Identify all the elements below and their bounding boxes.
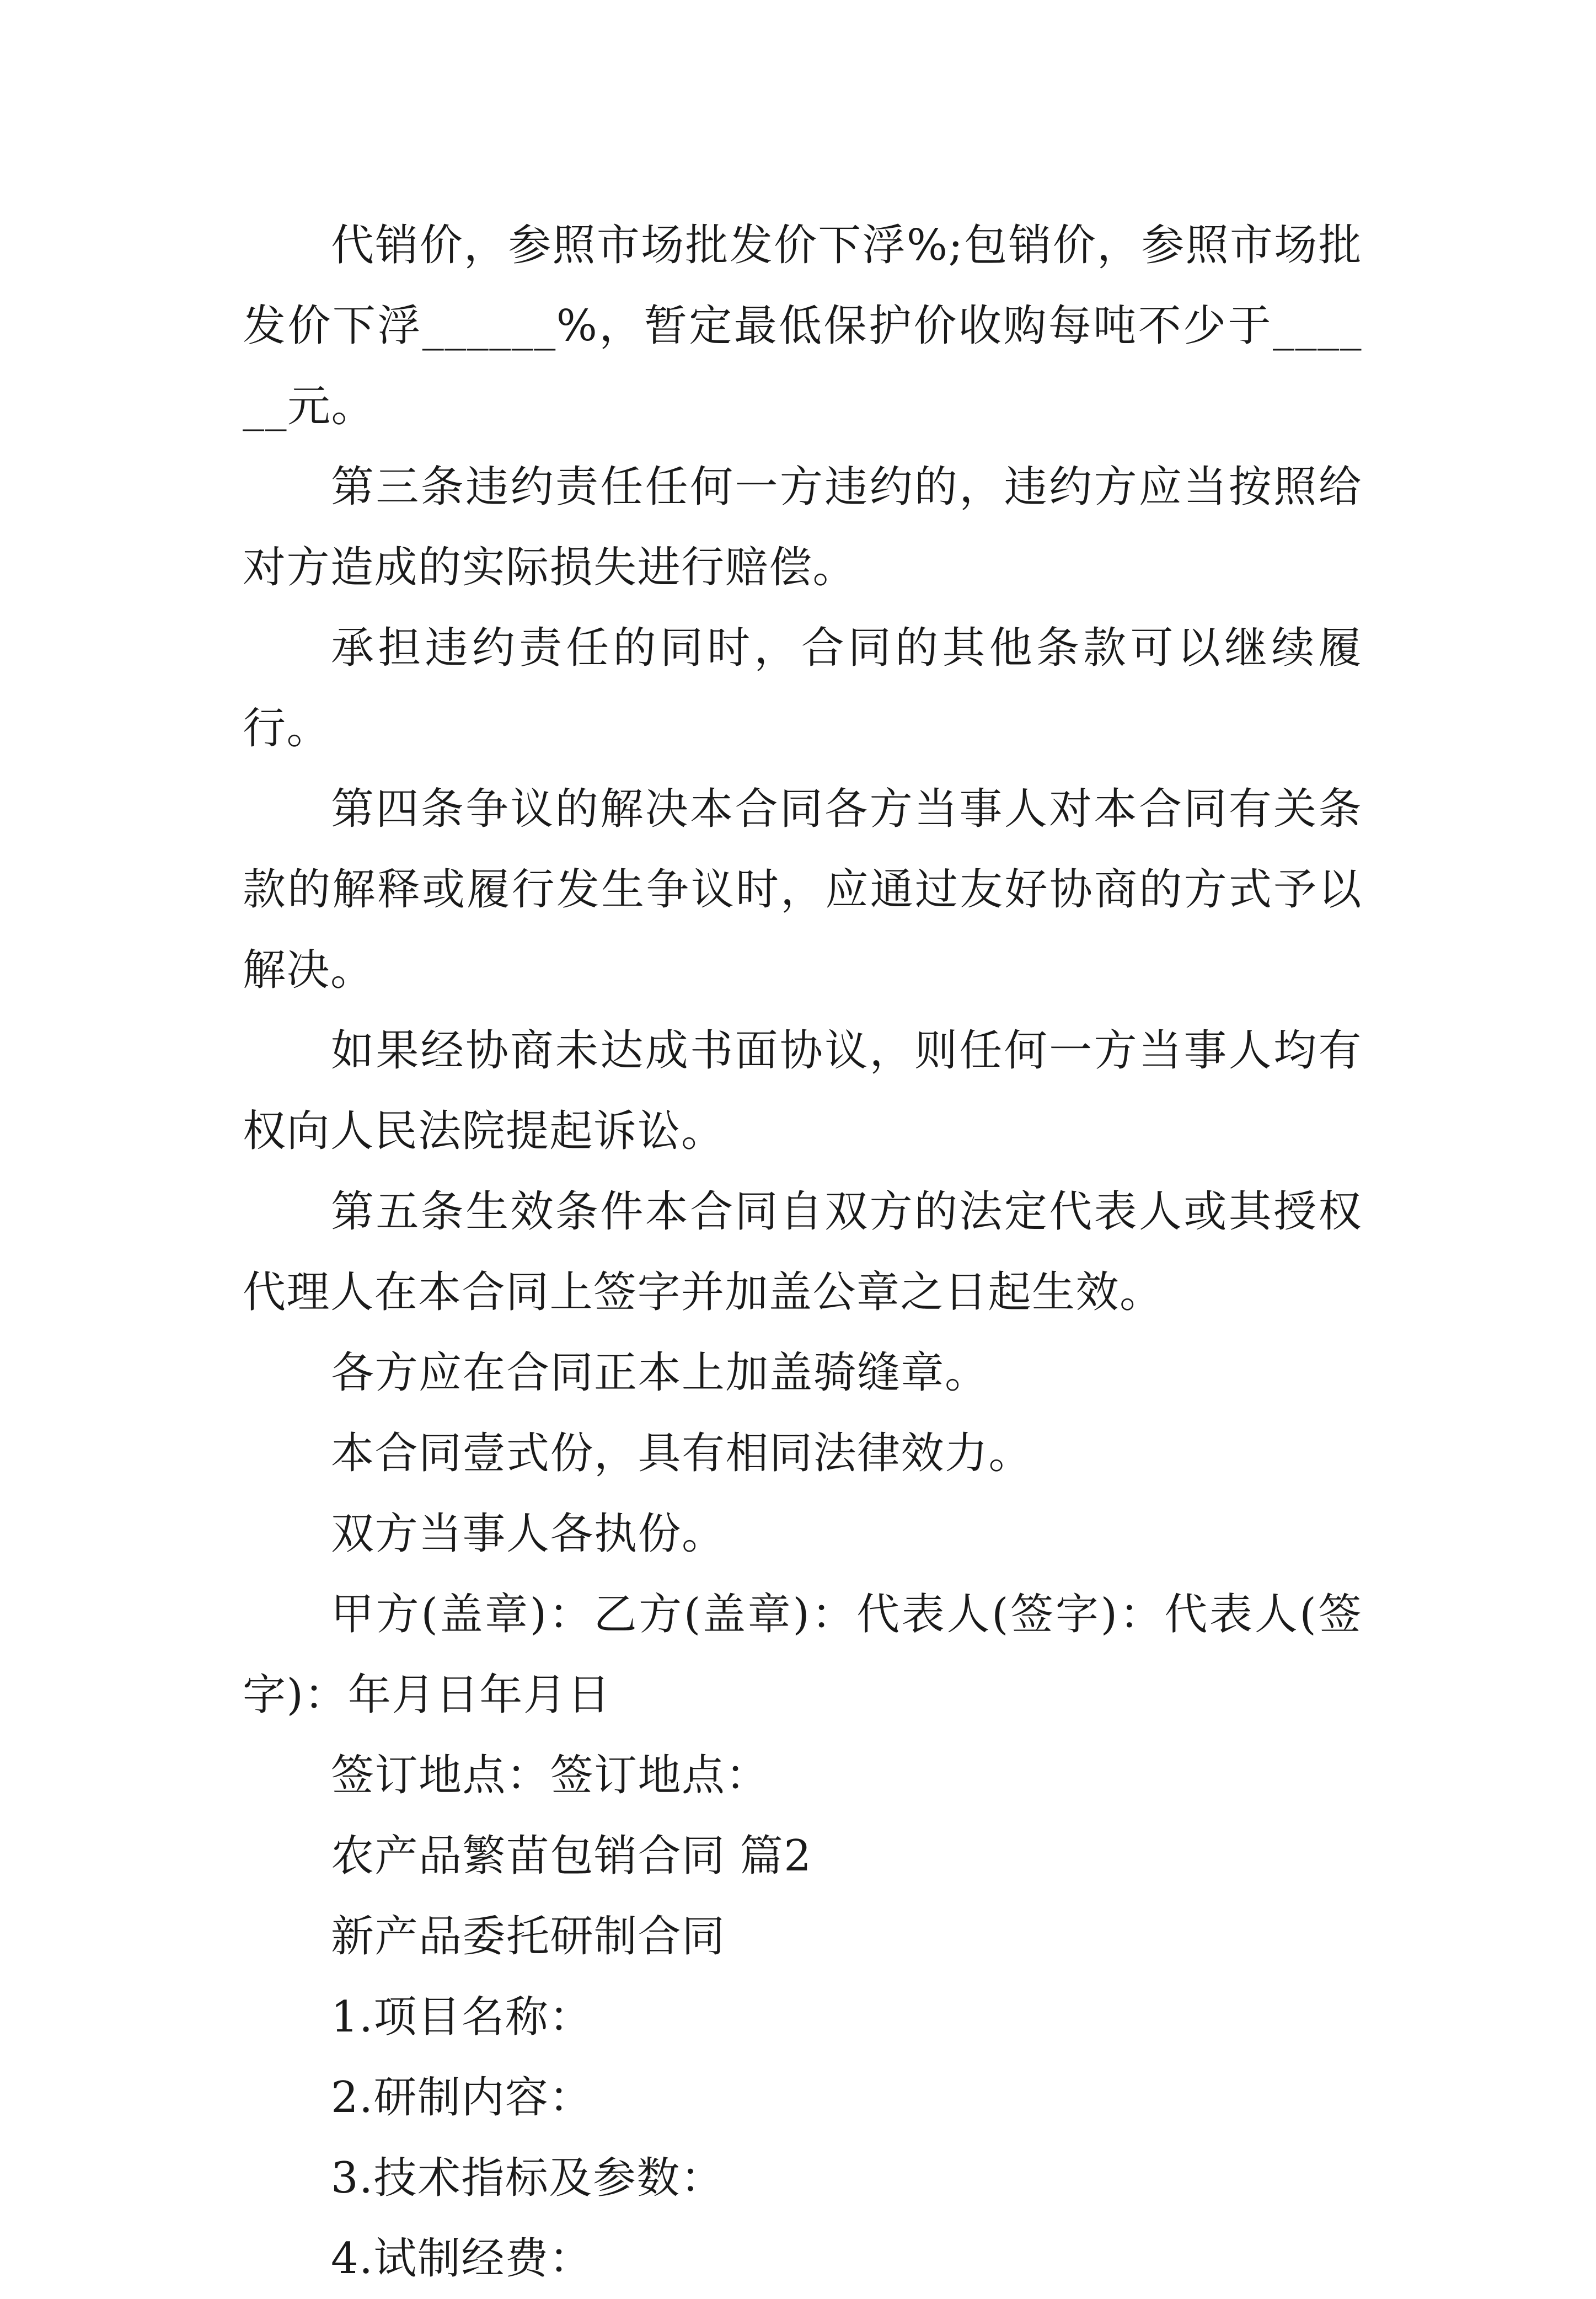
- document-body: [243, 205, 1362, 2299]
- paragraph-seal: 各方应在合同正本上加盖骑缝章。: [331, 1348, 989, 1398]
- list-item-technical-specs: 3.技术指标及参数：: [331, 2153, 725, 2203]
- paragraph-each-party: 双方当事人各执份。: [331, 1509, 726, 1559]
- paragraph-continue-performance: 承担违约责任的同时，合同的其他条款可以继续履行。: [243, 623, 1362, 753]
- paragraph-article-5-effectiveness: 第五条生效条件本合同自双方的法定代表人或其授权代理人在本合同上签字并加盖公章之日起生效。: [243, 1187, 1362, 1317]
- paragraph-pricing: 代销价，参照市场批发价下浮%;包销价，参照市场批发价下浮______%，暂定最低保护价收购每吨不少于______元。: [243, 221, 1362, 431]
- paragraph-litigation: 如果经协商未达成书面协议，则任何一方当事人均有权向人民法院提起诉讼。: [243, 1026, 1362, 1156]
- paragraph-article-4-dispute: 第四条争议的解决本合同各方当事人对本合同有关条款的解释或履行发生争议时，应通过友好协商的方式予以解决。: [243, 784, 1362, 995]
- paragraph-signing-place: 签订地点：签订地点：: [331, 1751, 770, 1800]
- list-item-content: 2.研制内容：: [331, 2073, 593, 2122]
- list-item-project-name: 1.项目名称：: [331, 1992, 593, 2042]
- contract-title: 新产品委托研制合同: [331, 1912, 726, 1961]
- paragraph-copies: 本合同壹式份，具有相同法律效力。: [331, 1429, 1033, 1478]
- list-item-funding: 4.试制经费：: [331, 2234, 593, 2284]
- section-heading: 农产品繁苗包销合同 篇2: [331, 1831, 812, 1881]
- paragraph-signatures: 甲方(盖章)：乙方(盖章)：代表人(签字)：代表人(签字)：年月日年月日: [243, 1590, 1362, 1720]
- paragraph-article-3-breach: 第三条违约责任任何一方违约的，违约方应当按照给对方造成的实际损失进行赔偿。: [243, 462, 1362, 592]
